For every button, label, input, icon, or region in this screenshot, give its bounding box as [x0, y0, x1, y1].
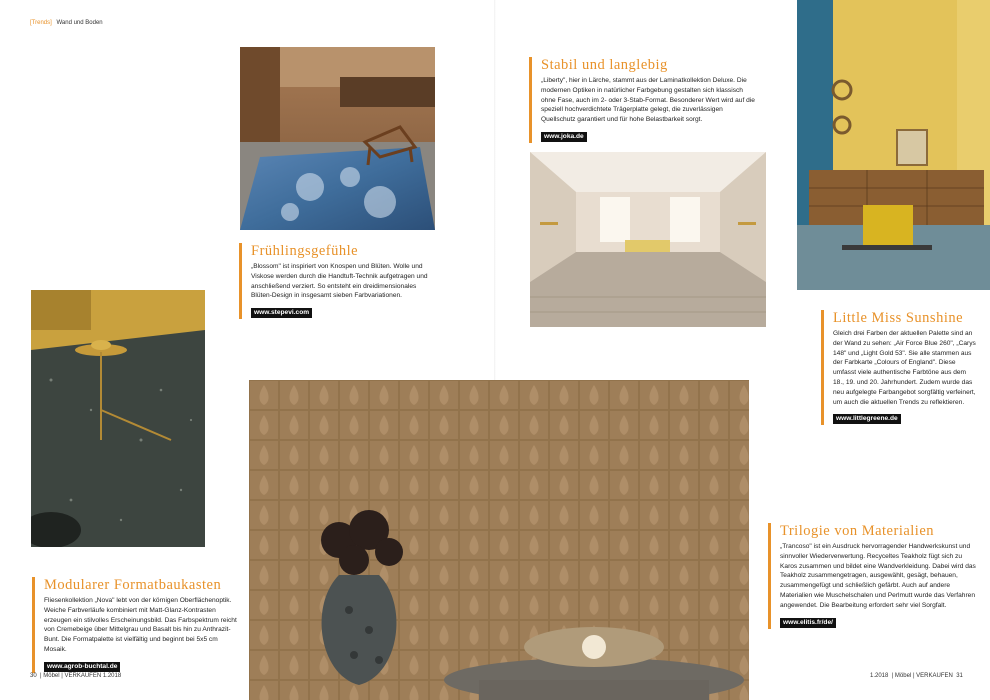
article-sunshine-title: Little Miss Sunshine — [833, 310, 964, 326]
yellow-wall-photo — [797, 0, 990, 290]
article-fruehling — [239, 243, 434, 319]
article-trilogie-link[interactable]: www.elitis.fr/de/ — [780, 618, 836, 628]
article-modular-title: Modularer Formatbaukasten — [44, 577, 222, 593]
article-fruehling-body: „Blossom" ist inspiriert von Knospen und Blüten. Wolle und Viskose werden durch die Handtuft-Technik aufgetragen und anschließend verziert. So entsteht ein dreidimensionales Blüten-Design in insgesamt sieben Farbvariationen. — [251, 263, 428, 300]
article-modular — [32, 577, 242, 673]
section-header — [30, 20, 103, 26]
article-stabil-body: „Liberty", hier in Lärche, stammt aus der Laminatkollektion Deluxe. Die modernen Optiken in natürlicher Farbgebung gestalten sich klassisch ohne Fase, auch im 2- oder 3-Stab-Format. Besonderer Wert wird auf die speziell hochverdichtete Trägerplatte gelegt, die zuverlässigen Quellschutz garantiert und für hohe Belastbarkeit sorgt. — [541, 77, 755, 124]
article-fruehling-link[interactable]: www.stepevi.com — [251, 308, 312, 318]
folio-left — [30, 673, 121, 679]
article-sunshine-body: Gleich drei Farben der aktuellen Palette sind an der Wand zu sehen: „Air Force Blue 260", „Carys 148" und „Light Gold 53". Sie alle stammen aus der Farbkarte „Colours of England". Diese umfasst viele authentische Farbtöne aus dem 18., 19. und 20. Jahrhundert. Zudem wurde das neu aufgelegte Farbangebot sorgfältig verfeinert, um auch die aktuellen Trends zu reflektieren. — [833, 330, 976, 406]
article-modular-link[interactable]: www.agrob-buchtal.de — [44, 662, 120, 672]
folio-left-brand: | Möbel | VERKAUFEN 1.2018 — [40, 673, 122, 679]
folio-right-page: 31 — [956, 673, 963, 679]
article-trilogie-body: „Trancoso" ist ein Ausdruck hervorragender Handwerkskunst und sinnvoller Wiederverwertung. Recyceltes Teakholz fügt sich zu Karos zusammen und bildet eine Wandverkleidung. Dabei wird das Teakholz zusammengetragen, ausgewählt, gesägt, behauen, zusammengefügt und schließlich gefärbt. Auch auf andere Materialien wie Muschelschalen und Perlmutt wurde das Verfahren angewendet. Die Bearbeitung erfordert sehr viel Sorgfalt. — [780, 543, 976, 609]
article-trilogie-title: Trilogie von Materialien — [780, 523, 935, 539]
folio-right-brand: | Möbel | VERKAUFEN — [891, 673, 953, 679]
article-sunshine — [821, 310, 976, 425]
article-stabil — [529, 57, 759, 143]
section-title: Wand und Boden — [56, 20, 103, 26]
laminate-room-photo — [530, 152, 766, 327]
section-tag: [Trends] — [30, 20, 52, 26]
folio-left-page: 30 — [30, 673, 37, 679]
article-modular-body: Fliesenkollektion „Nova" lebt von der körnigen Oberflächenoptik. Weiche Farbverläufe kombiniert mit Matt-Glanz-Kontrasten erzeugen ein stilvolles Erscheinungsbild. Das Farbspektrum reicht von Cremebeige über Mittelgrau und Basalt bis hin zu Anthrazit-Bunt. Die Formatpalette ist vielfältig und beginnt bei 5x5 cm Mosaik. — [44, 597, 237, 653]
rug-photo — [240, 47, 435, 230]
article-stabil-link[interactable]: www.joka.de — [541, 132, 587, 142]
article-sunshine-link[interactable]: www.littlegreene.de — [833, 414, 901, 424]
teak-wall-photo — [249, 380, 749, 700]
folio-right-issue: 1.2018 — [870, 673, 889, 679]
tile-floor-photo — [31, 290, 205, 547]
article-fruehling-title: Frühlingsgefühle — [251, 243, 359, 259]
folio-right — [870, 673, 963, 679]
article-stabil-title: Stabil und langlebig — [541, 57, 668, 73]
article-trilogie — [768, 523, 980, 629]
